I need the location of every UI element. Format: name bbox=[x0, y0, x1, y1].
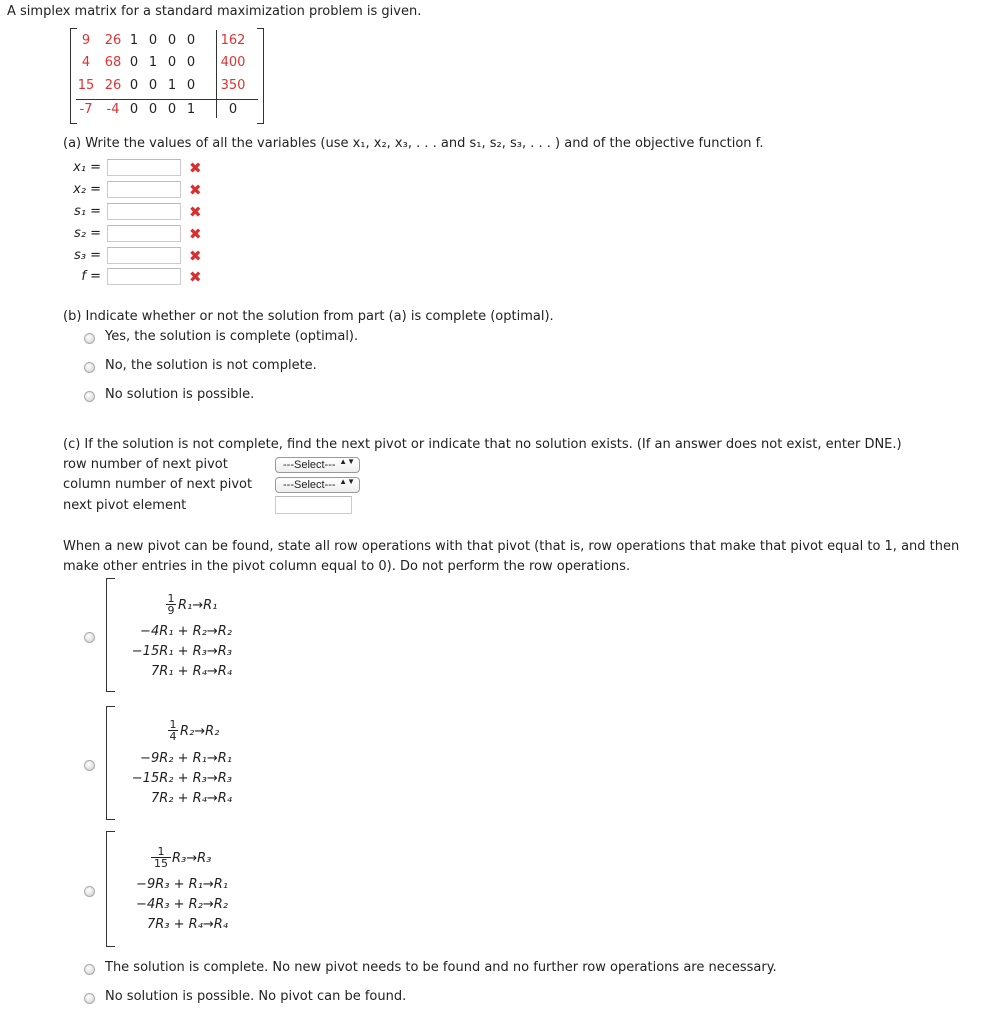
option-2-fraction: $\frac{1}{4}$ bbox=[169, 718, 177, 743]
incorrect-x-icon: ✖ bbox=[189, 203, 202, 221]
radio-rowops-5[interactable] bbox=[84, 993, 95, 1004]
matrix-cell: 0 bbox=[186, 78, 196, 93]
option-3-line-1: −9R₃ + R₁→R₁ bbox=[136, 877, 228, 892]
matrix-cell: 350 bbox=[220, 78, 246, 93]
select-arrows-icon: ▲▼ bbox=[339, 457, 355, 466]
matrix-right-bracket bbox=[257, 28, 264, 124]
radio-b-yes[interactable] bbox=[84, 333, 95, 344]
matrix-cell: 400 bbox=[220, 55, 246, 70]
matrix-cell: 0 bbox=[148, 33, 158, 48]
matrix-cell: 15 bbox=[77, 78, 95, 93]
option-b-no-label: No, the solution is not complete. bbox=[105, 358, 317, 373]
option-b-none-label: No solution is possible. bbox=[105, 387, 255, 402]
option-5-label: No solution is possible. No pivot can be found. bbox=[105, 989, 407, 1004]
option-3-first-op: R₃→R₃ bbox=[172, 851, 212, 866]
radio-rowops-3[interactable] bbox=[84, 886, 95, 897]
answer-input[interactable] bbox=[107, 247, 181, 264]
option-1-fraction: $\frac{1}{9}$ bbox=[167, 592, 175, 617]
answer-input[interactable] bbox=[107, 159, 181, 176]
row-pivot-select-value: ---Select--- bbox=[283, 459, 336, 471]
radio-rowops-4[interactable] bbox=[84, 964, 95, 975]
answer-input[interactable] bbox=[107, 268, 181, 285]
matrix-cell: 9 bbox=[81, 33, 91, 48]
answer-input[interactable] bbox=[107, 225, 181, 242]
field-label: s₁ = bbox=[73, 204, 101, 219]
matrix-cell: 1 bbox=[129, 33, 139, 48]
incorrect-x-icon: ✖ bbox=[189, 181, 202, 199]
incorrect-x-icon: ✖ bbox=[189, 247, 202, 265]
matrix-cell: 0 bbox=[228, 102, 238, 117]
pivot-element-label: next pivot element bbox=[63, 498, 187, 513]
row-pivot-select[interactable] bbox=[275, 457, 360, 473]
radio-rowops-2[interactable] bbox=[84, 760, 95, 771]
pivot-element-input[interactable] bbox=[275, 496, 352, 514]
column-pivot-label: column number of next pivot bbox=[63, 477, 253, 492]
option-3-fraction: $\frac{1}{15}$ bbox=[151, 846, 171, 870]
answer-input[interactable] bbox=[107, 203, 181, 220]
field-label: s₃ = bbox=[73, 248, 101, 263]
field-label: x₂ = bbox=[73, 182, 101, 197]
select-arrows-icon: ▲▼ bbox=[339, 477, 355, 486]
matrix-cell: 0 bbox=[186, 55, 196, 70]
column-pivot-select-value: ---Select--- bbox=[283, 479, 336, 491]
matrix-cell: 0 bbox=[129, 78, 139, 93]
matrix-cell: 0 bbox=[148, 78, 158, 93]
field-label: f = bbox=[81, 269, 101, 284]
option-3-line-3: 7R₃ + R₄→R₄ bbox=[146, 917, 228, 932]
option-3-line-2: −4R₃ + R₂→R₂ bbox=[136, 897, 228, 912]
matrix-cell: -7 bbox=[79, 102, 93, 117]
matrix-cell: 1 bbox=[186, 102, 196, 117]
matrix-cell: 68 bbox=[104, 55, 122, 70]
part-a-question: (a) Write the values of all the variables (use x₁, x₂, x₃, . . . and s₁, s₂, s₃, . . . ) and of the objective function f. bbox=[63, 136, 764, 151]
column-pivot-select[interactable] bbox=[275, 477, 360, 493]
radio-b-no[interactable] bbox=[84, 362, 95, 373]
answer-input[interactable] bbox=[107, 181, 181, 198]
radio-b-none[interactable] bbox=[84, 391, 95, 402]
simplex-matrix bbox=[70, 28, 264, 122]
matrix-cell: 1 bbox=[148, 55, 158, 70]
matrix-cell: 26 bbox=[104, 78, 122, 93]
matrix-cell: 0 bbox=[186, 33, 196, 48]
part-c-question: (c) If the solution is not complete, find the next pivot or indicate that no solution exists. (If an answer does not exist, enter DNE.) bbox=[63, 437, 902, 452]
matrix-cell: 0 bbox=[167, 55, 177, 70]
matrix-cell: 1 bbox=[167, 78, 177, 93]
option-1-line-1: −4R₁ + R₂→R₂ bbox=[140, 624, 232, 639]
matrix-cell: -4 bbox=[106, 102, 120, 117]
option-1-line-3: 7R₁ + R₄→R₄ bbox=[150, 664, 232, 679]
option-2-line-1: −9R₂ + R₁→R₁ bbox=[140, 751, 232, 766]
option-4-label: The solution is complete. No new pivot needs to be found and no further row operations are necessary. bbox=[105, 960, 777, 975]
matrix-cell: 26 bbox=[104, 33, 122, 48]
option-2-line-2: −15R₂ + R₃→R₃ bbox=[131, 771, 232, 786]
field-label: x₁ = bbox=[73, 160, 101, 175]
radio-rowops-1[interactable] bbox=[84, 632, 95, 643]
row-pivot-label: row number of next pivot bbox=[63, 457, 228, 472]
matrix-cell: 0 bbox=[129, 55, 139, 70]
option-2-line-3: 7R₂ + R₄→R₄ bbox=[150, 791, 232, 806]
matrix-divider-horizontal bbox=[76, 99, 258, 100]
matrix-cell: 0 bbox=[167, 102, 177, 117]
incorrect-x-icon: ✖ bbox=[189, 159, 202, 177]
incorrect-x-icon: ✖ bbox=[189, 225, 202, 243]
matrix-cell: 4 bbox=[81, 55, 91, 70]
option-1-first-op: R₁→R₁ bbox=[178, 598, 218, 613]
matrix-cell: 0 bbox=[167, 33, 177, 48]
intro-text: A simplex matrix for a standard maximization problem is given. bbox=[7, 4, 422, 19]
option-1-line-2: −15R₁ + R₃→R₃ bbox=[131, 644, 232, 659]
row-ops-instruction-2: make other entries in the pivot column equal to 0). Do not perform the row operations. bbox=[63, 559, 631, 574]
matrix-cell: 0 bbox=[148, 102, 158, 117]
part-b-question: (b) Indicate whether or not the solution from part (a) is complete (optimal). bbox=[63, 309, 554, 324]
matrix-cell: 0 bbox=[129, 102, 139, 117]
matrix-cell: 162 bbox=[220, 33, 246, 48]
incorrect-x-icon: ✖ bbox=[189, 268, 202, 286]
option-b-yes-label: Yes, the solution is complete (optimal). bbox=[105, 329, 359, 344]
row-ops-instruction-1: When a new pivot can be found, state all row operations with that pivot (that is, row operations that make that pivot equal to 1, and then bbox=[63, 539, 960, 554]
option-2-first-op: R₂→R₂ bbox=[180, 724, 220, 739]
field-label: s₂ = bbox=[73, 226, 101, 241]
